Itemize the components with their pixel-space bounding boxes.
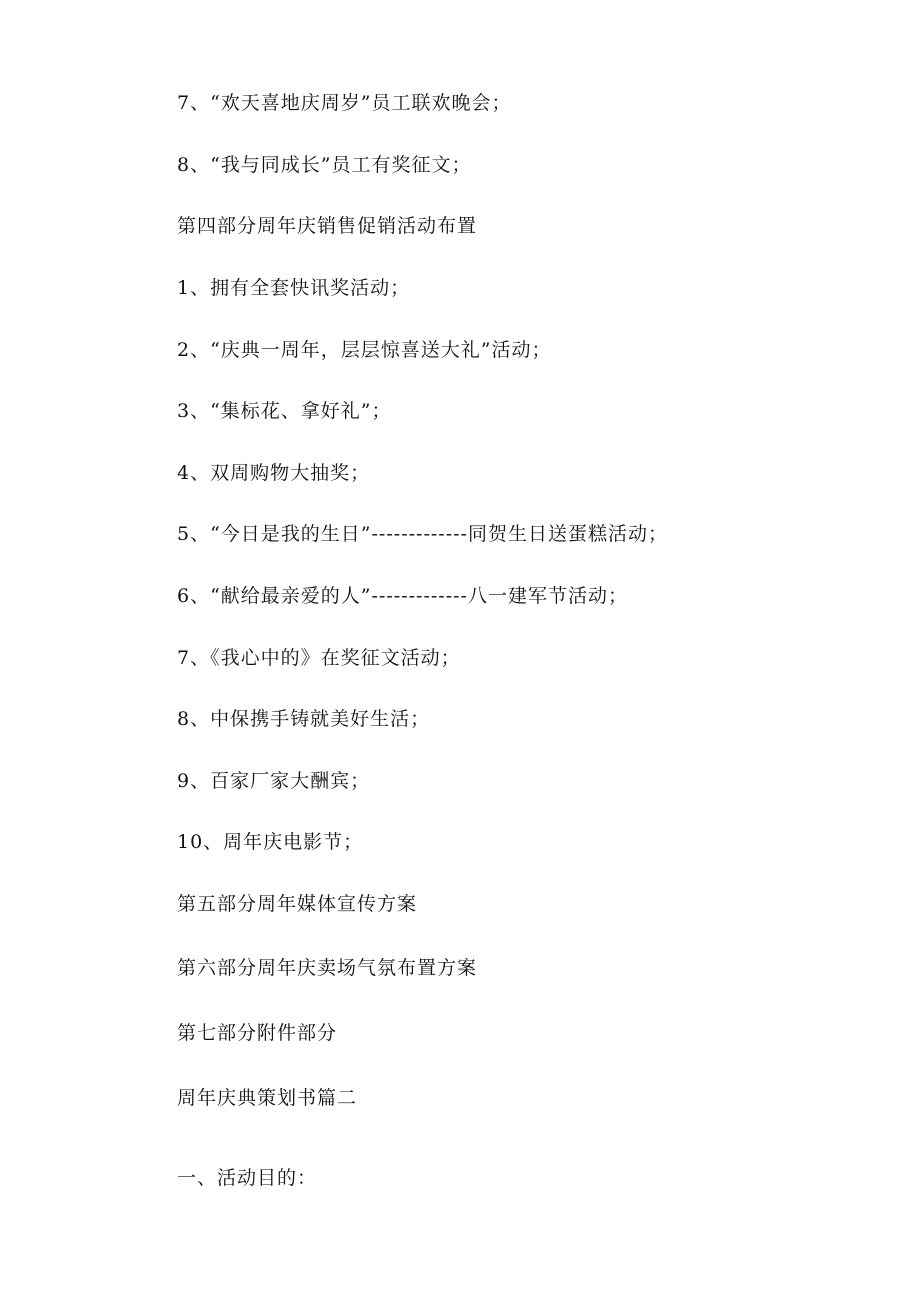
section-heading-part-four: 第四部分周年庆销售促销活动布置 (177, 215, 478, 237)
list-item-collect-labels: 3、“集标花、拿好礼”； (177, 400, 392, 422)
list-item-essay-activity: 7、《我心中的》在奖征文活动； (177, 647, 461, 669)
section-heading-part-five: 第五部分周年媒体宣传方案 (177, 893, 418, 915)
list-item-manufacturer-sale: 9、百家厂家大酬宾； (177, 770, 371, 792)
section-heading-part-seven: 第七部分附件部分 (177, 1022, 338, 1044)
list-item-insurance-life: 8、中保携手铸就美好生活； (177, 708, 431, 730)
list-item-flyer-prize: 1、拥有全套快讯奖活动； (177, 277, 411, 299)
list-item-employee-party: 7、“欢天喜地庆周岁”员工联欢晚会； (177, 92, 512, 114)
list-item-birthday-cake: 5、“今日是我的生日”-------------同贺生日送蛋糕活动； (177, 523, 668, 545)
list-item-essay-contest: 8、“我与同成长”员工有奖征文； (177, 154, 472, 176)
list-item-film-festival: 10、周年庆电影节； (177, 831, 364, 853)
list-item-biweekly-draw: 4、双周购物大抽奖； (177, 462, 371, 484)
section-heading-part-six: 第六部分周年庆卖场气氛布置方案 (177, 957, 478, 979)
list-item-anniversary-gifts: 2、“庆典一周年，层层惊喜送大礼”活动； (177, 339, 552, 361)
section-heading-activity-goal: 一、活动目的： (177, 1167, 318, 1189)
document-title-part-two: 周年庆典策划书篇二 (177, 1087, 358, 1109)
list-item-army-day: 6、“献给最亲爱的人”-------------八一建军节活动； (177, 585, 628, 607)
